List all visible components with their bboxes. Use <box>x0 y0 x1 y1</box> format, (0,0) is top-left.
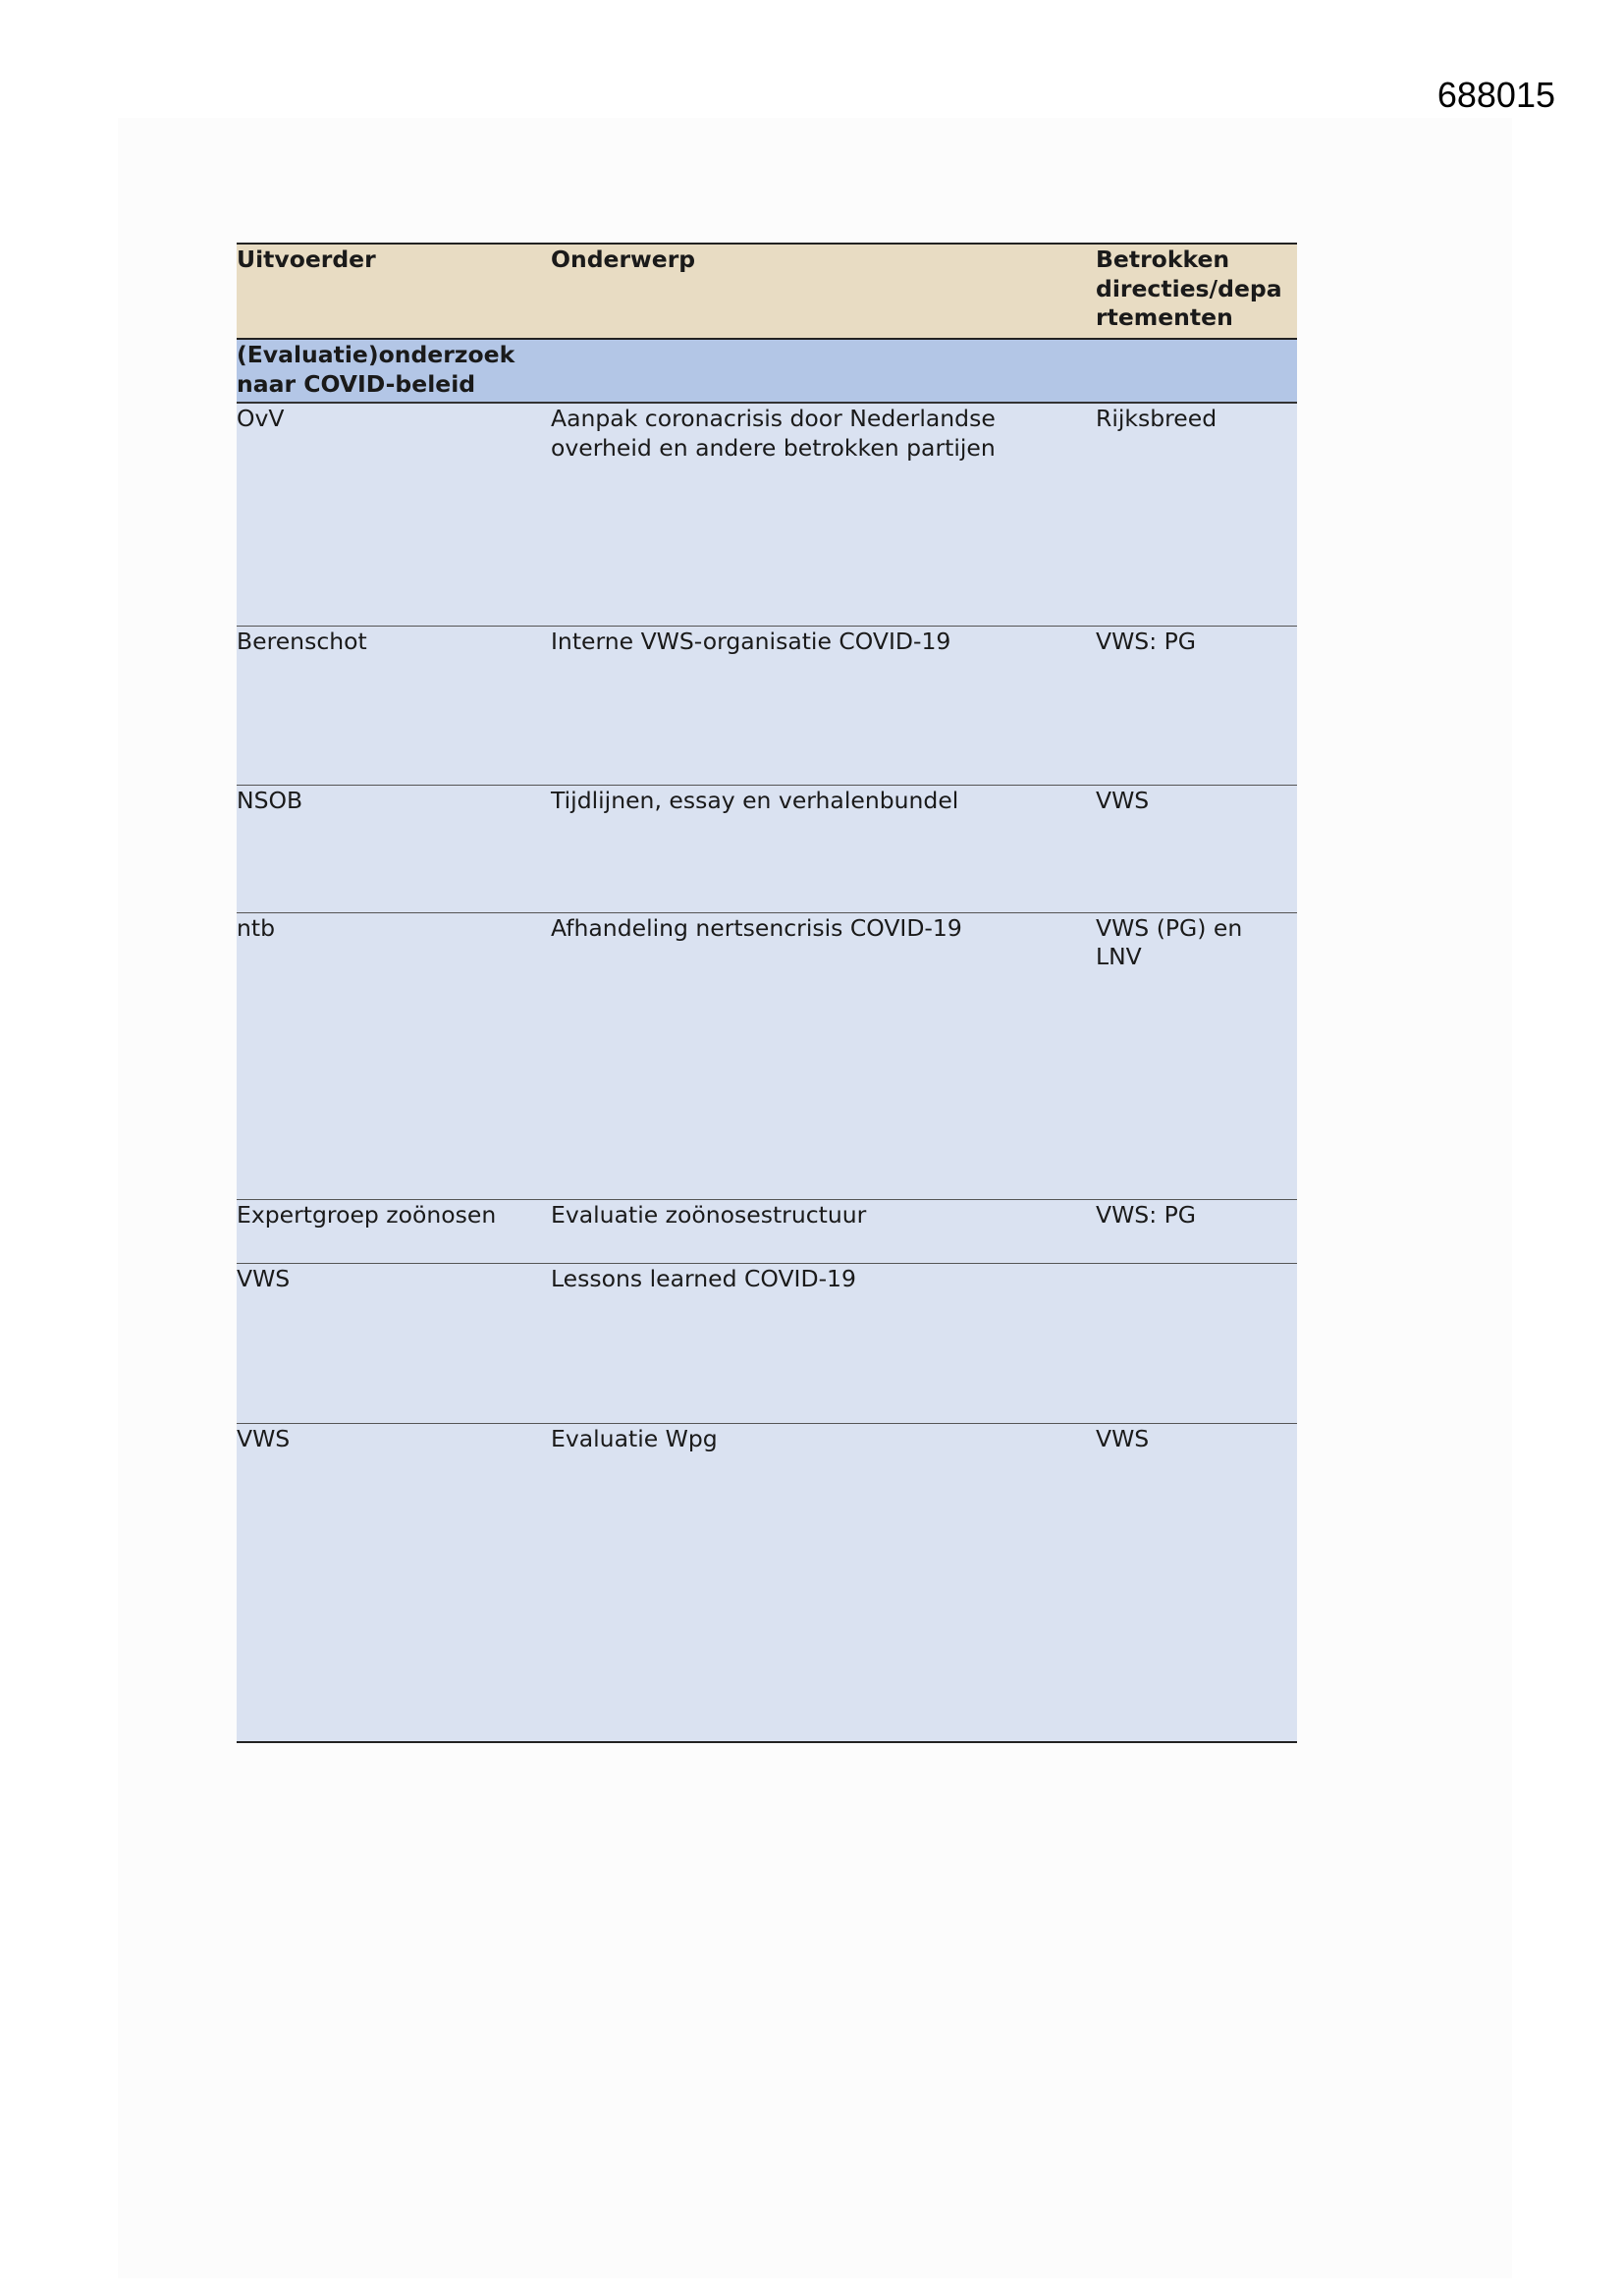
cell-uitvoerder: VWS <box>237 1264 291 1292</box>
table-row <box>237 626 1297 785</box>
research-table <box>237 243 1297 1743</box>
table-row <box>237 403 1297 626</box>
cell-betrokken: VWS: PG <box>1096 627 1196 655</box>
cell-onderwerp: Aanpak coronacrisis door Nederlandse overheid en andere betrokken partijen <box>551 405 996 462</box>
cell-uitvoerder: Expertgroep zoönosen <box>237 1200 497 1229</box>
cell-uitvoerder: OvV <box>237 405 285 432</box>
section-row <box>237 339 1297 403</box>
cell-onderwerp: Evaluatie zoönosestructuur <box>551 1200 867 1229</box>
section-title: (Evaluatie)onderzoek naar COVID-beleid <box>237 341 515 398</box>
cell-uitvoerder: NSOB <box>237 786 303 814</box>
cell-onderwerp: Interne VWS-organisatie COVID-19 <box>551 627 951 655</box>
header-onderwerp: Onderwerp <box>551 246 696 273</box>
cell-uitvoerder: VWS <box>237 1424 291 1452</box>
cell-betrokken: VWS <box>1096 1424 1150 1452</box>
cell-onderwerp: Afhandeling nertsencrisis COVID-19 <box>551 913 962 942</box>
cell-onderwerp: Lessons learned COVID-19 <box>551 1264 856 1292</box>
table-row <box>237 1423 1297 1742</box>
section-empty-cell <box>551 339 1096 403</box>
cell-betrokken: VWS: PG <box>1096 1200 1196 1229</box>
cell-onderwerp: Evaluatie Wpg <box>551 1424 718 1452</box>
cell-betrokken: VWS <box>1096 786 1150 814</box>
cell-uitvoerder: ntb <box>237 913 276 942</box>
cell-betrokken <box>1096 1263 1297 1423</box>
cell-betrokken: Rijksbreed <box>1096 405 1218 432</box>
document-number: 688015 <box>1436 75 1555 115</box>
cell-onderwerp: Tijdlijnen, essay en verhalenbundel <box>551 786 959 814</box>
table-header-row <box>237 244 1297 339</box>
section-empty-cell <box>1096 339 1297 403</box>
table-row <box>237 785 1297 912</box>
cell-uitvoerder: Berenschot <box>237 627 367 655</box>
header-betrokken: Betrokken directies/depa rtementen <box>1096 246 1282 331</box>
table-row <box>237 912 1297 1199</box>
table-row <box>237 1199 1297 1263</box>
cell-betrokken: VWS (PG) en LNV <box>1096 913 1243 970</box>
header-uitvoerder: Uitvoerder <box>237 246 376 273</box>
table-row <box>237 1263 1297 1423</box>
